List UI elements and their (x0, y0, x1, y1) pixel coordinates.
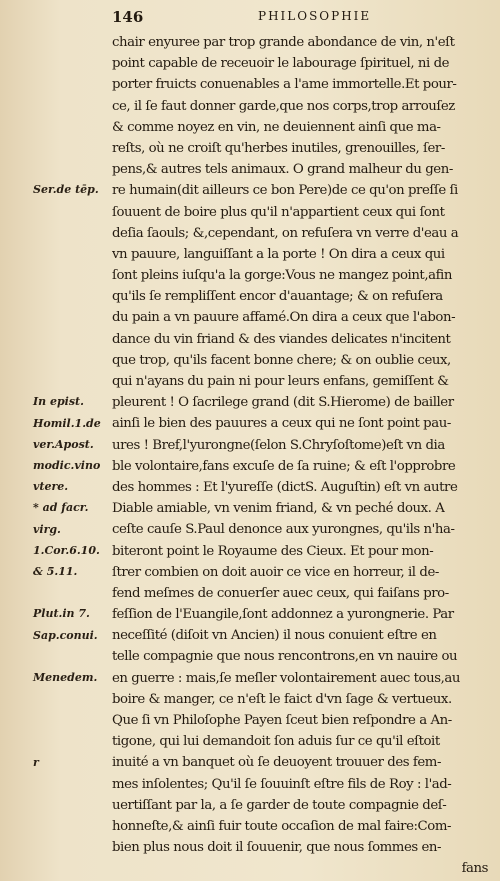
text-line: reſts, où ne croiſt qu'herbes inutiles, grenouilles, ſer- (112, 140, 445, 156)
text-line: du pain a vn pauure affamé.On dira a ceux que l'abon- (112, 310, 456, 326)
margin-note: ver.Apost. (33, 437, 94, 451)
margin-note: In epist. (33, 395, 84, 409)
text-line: inuité a vn banquet où ſe deuoyent trouuer des fem- (112, 755, 441, 771)
margin-note: Sap.conui. (33, 628, 98, 642)
text-line: neceſſité (diſoit vn Ancien) il nous conuient eſtre en (112, 628, 437, 644)
margin-note: Homil.1.de (33, 416, 101, 430)
text-line: porter fruicts conuenables a l'ame immortelle.Et pour- (112, 77, 457, 93)
text-line: vn pauure, languiſſant a la porte ! On dira a ceux qui (112, 246, 445, 262)
text-line: pleurent ! O ſacrilege grand (dit S.Hierome) de bailler (112, 395, 454, 411)
text-line: Diable amiable, vn venim friand, & vn peché doux. A (112, 501, 445, 517)
text-line: telle compagnie que nous rencontrons,en vn nauire ou (112, 649, 458, 665)
margin-note: Ser.de tēp. (33, 183, 99, 197)
text-line: re humain(dit ailleurs ce bon Pere)de ce qu'on preſſe ſi (112, 183, 458, 199)
text-line: fend meſmes de conuerſer auec ceux, qui faiſans pro- (112, 585, 449, 601)
page-number: 146 (112, 8, 144, 26)
margin-note: Menedem. (33, 671, 98, 684)
margin-notes (0, 0, 110, 881)
text-line: que trop, qu'ils facent bonne chere; & on oublie ceux, (112, 352, 451, 368)
text-line: Que ſi vn Philoſophe Payen ſceut bien reſpondre a An- (112, 713, 452, 728)
text-line: biteront point le Royaume des Cieux. Et pour mon- (112, 543, 434, 559)
text-line: fans (461, 861, 488, 877)
margin-note: vtere. (33, 480, 69, 494)
text-line: bien plus nous doit il ſouuenir, que nous ſommes en- (112, 840, 442, 856)
text-line: mes inſolentes; Qu'il ſe ſouuinſt eſtre fils de Roy : l'ad- (112, 776, 452, 792)
margin-note: modic.vino (33, 459, 101, 472)
text-line: chair enyuree par trop grande abondance de vin, n'eſt (112, 35, 455, 50)
text-line: ſouuent de boire plus qu'il n'appartient ceux qui ſont (112, 204, 445, 220)
text-line: qui n'ayans du pain ni pour leurs enfans, gemiſſent & (112, 374, 449, 389)
text-line: dance du vin friand & des viandes delicates n'incitent (112, 331, 451, 347)
text-line: des hommes : Et l'yureſſe (dictS. Auguſtin) eſt vn autre (112, 479, 458, 495)
text-line: ſtrer combien on doit auoir ce vice en horreur, il de- (112, 564, 439, 580)
text-line: ſont pleins iuſqu'a la gorge:Vous ne mangez point,afin (112, 268, 452, 284)
margin-note: & 5.11. (33, 565, 78, 578)
text-line: pens,& autres tels animaux. O grand malheur du gen- (112, 162, 453, 178)
margin-note: Plut.in 7. (33, 607, 90, 621)
text-line: point capable de receuoir le labourage ſpirituel, ni de (112, 56, 450, 72)
text-line: ce, il ſe faut donner garde,que nos corps,trop arrouſez (112, 98, 455, 114)
text-line: deſia ſaouls; &,cependant, on refuſera vn verre d'eau a (112, 225, 459, 241)
margin-note: virg. (33, 522, 61, 536)
body-text (112, 32, 488, 880)
running-title: PHILOSOPHIE (258, 9, 372, 23)
text-line: ceſte cauſe S.Paul denonce aux yurongnes, qu'ils n'ha- (112, 522, 455, 538)
margin-note: r (33, 755, 39, 769)
text-line: ures ! Bref,l'yurongne(ſelon S.Chryſoſtome)eſt vn dia (112, 437, 445, 453)
text-line: ble volontaire,fans excuſe de ſa ruine; & eſt l'opprobre (112, 458, 456, 474)
margin-note: * ad facr. (33, 501, 89, 515)
margin-note: 1.Cor.6.10. (33, 543, 100, 557)
text-line: feſſion de l'Euangile,ſont addonnez a yurongnerie. Par (112, 607, 454, 623)
text-line: & comme noyez en vin, ne deuiennent ainſi que ma- (112, 119, 441, 135)
text-line: tigone, qui lui demandoit ſon aduis ſur ce qu'il eſtoit (112, 734, 440, 750)
text-line: en guerre : mais,ſe meſler volontairement auec tous,au (112, 670, 460, 686)
text-line: qu'ils ſe rempliſſent encor d'auantage; & on refuſera (112, 289, 443, 305)
text-line: ainſi le bien des pauures a ceux qui ne ſont point pau- (112, 416, 451, 432)
text-line: boire & manger, ce n'eſt le faict d'vn ſage & vertueux. (112, 691, 452, 707)
text-line: uertiſſant par la, a ſe garder de toute compagnie deſ- (112, 797, 447, 813)
text-line: honneſte,& ainſi fuir toute occaſion de mal faire:Com- (112, 818, 452, 834)
